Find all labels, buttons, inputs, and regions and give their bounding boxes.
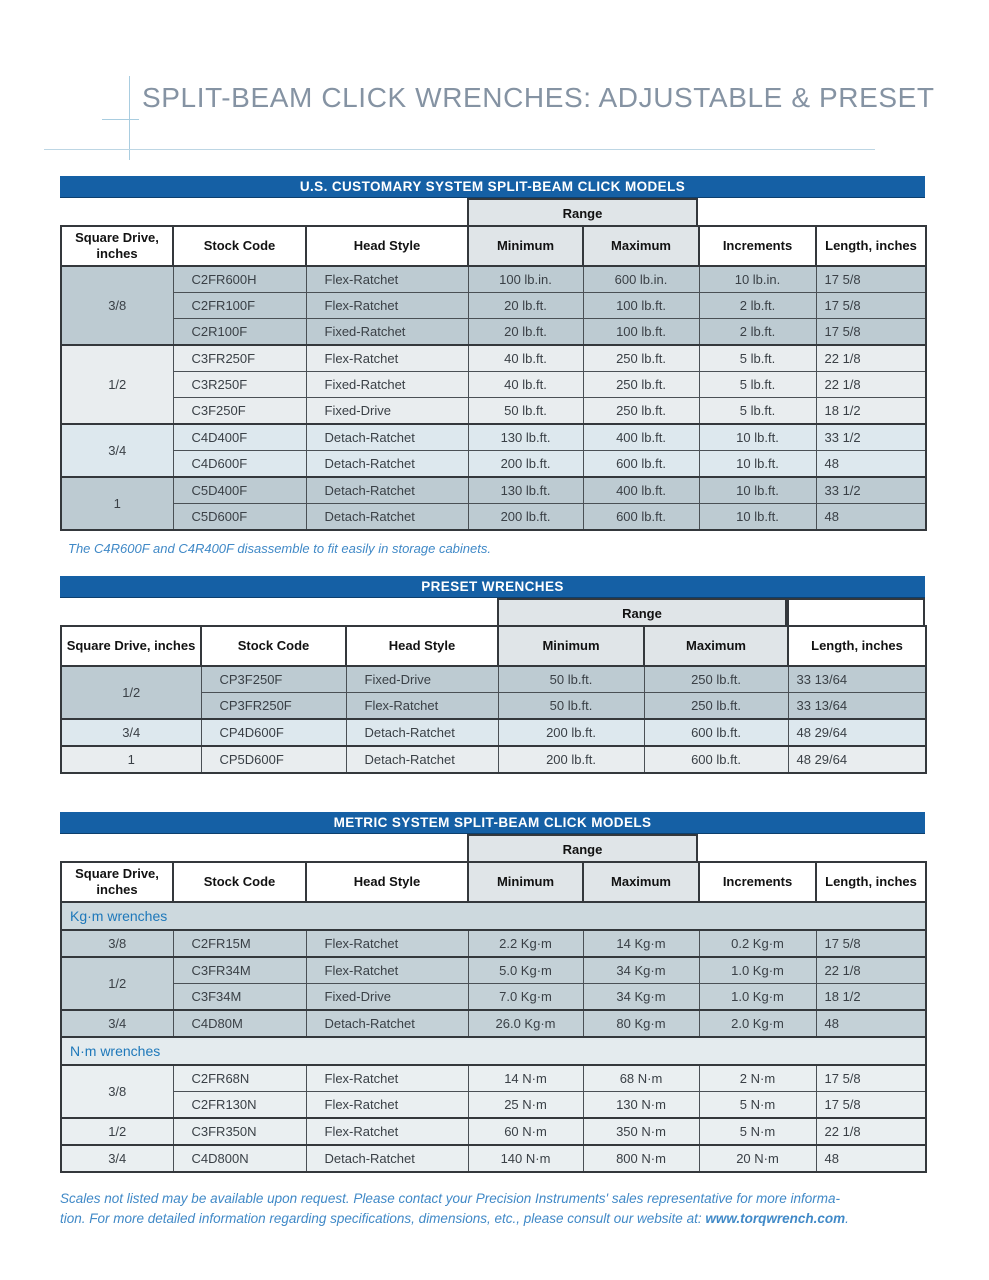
table-cell: C2FR130N [173, 1092, 306, 1119]
table-cell: 33 13/64 [788, 693, 926, 720]
crosshair-vertical-line [129, 76, 130, 160]
table-cell: 1.0 Kg·m [699, 957, 816, 984]
table-row [61, 477, 926, 504]
range-header-cell: Range [467, 834, 698, 861]
table-cell: 200 lb.ft. [468, 451, 583, 478]
table-cell: 48 [816, 504, 926, 531]
table-cell: 10 lb.ft. [699, 477, 816, 504]
table-cell: 17 5/8 [816, 293, 926, 319]
preset-table [60, 625, 927, 774]
table-cell: Detach-Ratchet [306, 424, 468, 451]
column-header: Stock Code [201, 626, 346, 666]
header-row [61, 862, 926, 902]
table-row [61, 1145, 926, 1172]
column-header: Length, inches [816, 862, 926, 902]
table-cell: C3F250F [173, 398, 306, 425]
table-cell: 5 lb.ft. [699, 372, 816, 398]
table-cell: 600 lb.in. [583, 266, 699, 293]
footer-note [60, 1189, 925, 1230]
table-cell: 2 lb.ft. [699, 293, 816, 319]
table-cell: C2R100F [173, 319, 306, 346]
table-cell: 400 lb.ft. [583, 424, 699, 451]
column-header: Square Drive, inches [61, 626, 201, 666]
table-cell: 22 1/8 [816, 372, 926, 398]
footer-line-2-suffix: . [845, 1211, 849, 1227]
table-cell: 14 N·m [468, 1065, 583, 1092]
table-cell: Detach-Ratchet [346, 719, 498, 746]
header-rule [44, 149, 875, 150]
table-cell: Flex-Ratchet [306, 345, 468, 372]
table-cell: 250 lb.ft. [583, 345, 699, 372]
table-cell: 17 5/8 [816, 266, 926, 293]
table-cell: Detach-Ratchet [306, 451, 468, 478]
table-cell: C3FR350N [173, 1118, 306, 1145]
table-row [61, 398, 926, 425]
table-cell: C5D600F [173, 504, 306, 531]
range-strip [60, 198, 925, 225]
table-row [61, 345, 926, 372]
table-cell: 2.2 Kg·m [468, 930, 583, 957]
square-drive-cell: 3/4 [61, 1145, 173, 1172]
table-cell: 200 lb.ft. [498, 719, 644, 746]
table-cell: 48 [816, 1010, 926, 1037]
table-cell: Flex-Ratchet [306, 266, 468, 293]
table-cell: 17 5/8 [816, 1065, 926, 1092]
table-cell: Flex-Ratchet [306, 957, 468, 984]
table-cell: 22 1/8 [816, 1118, 926, 1145]
table-cell: 10 lb.ft. [699, 424, 816, 451]
table-cell: 20 N·m [699, 1145, 816, 1172]
metric-table [60, 861, 927, 1173]
table-row [61, 504, 926, 531]
table-cell: 80 Kg·m [583, 1010, 699, 1037]
us-customary-table-block [60, 176, 925, 556]
table-cell: 600 lb.ft. [583, 451, 699, 478]
table-row [61, 1118, 926, 1145]
table-cell: Flex-Ratchet [306, 1118, 468, 1145]
table-cell: C2FR600H [173, 266, 306, 293]
table-cell: 250 lb.ft. [583, 398, 699, 425]
table-cell: C4D400F [173, 424, 306, 451]
table-cell: 600 lb.ft. [644, 719, 788, 746]
table-cell: Detach-Ratchet [306, 504, 468, 531]
table-cell: Fixed-Ratchet [306, 319, 468, 346]
range-strip-spacer [60, 198, 467, 225]
table-body [61, 666, 926, 773]
table-cell: C2FR15M [173, 930, 306, 957]
range-strip-spacer [60, 598, 497, 625]
column-header: Head Style [306, 226, 468, 266]
table-cell: 33 1/2 [816, 477, 926, 504]
table-cell: 40 lb.ft. [468, 372, 583, 398]
square-drive-cell: 1/2 [61, 666, 201, 719]
square-drive-cell: 3/8 [61, 266, 173, 345]
table-cell: C4D600F [173, 451, 306, 478]
table-cell: 250 lb.ft. [583, 372, 699, 398]
table-cell: 600 lb.ft. [644, 746, 788, 773]
section-header-row [61, 902, 926, 930]
column-header: Increments [699, 226, 816, 266]
section-label: N·m wrenches [61, 1037, 926, 1065]
table-cell: Fixed-Drive [306, 984, 468, 1011]
table-row [61, 451, 926, 478]
column-header: Length, inches [816, 226, 926, 266]
table-cell: C3F34M [173, 984, 306, 1011]
preset-table-block [60, 576, 925, 774]
table-row [61, 266, 926, 293]
column-header: Stock Code [173, 226, 306, 266]
table-cell: CP5D600F [201, 746, 346, 773]
column-header: Length, inches [788, 626, 926, 666]
table-row [61, 293, 926, 319]
table-cell: 5 N·m [699, 1118, 816, 1145]
table-cell: C4D80M [173, 1010, 306, 1037]
table-cell: 50 lb.ft. [498, 693, 644, 720]
table-cell: Flex-Ratchet [306, 930, 468, 957]
table-cell: Flex-Ratchet [306, 293, 468, 319]
column-header: Head Style [306, 862, 468, 902]
range-strip [60, 598, 925, 625]
footer-line-1: Scales not listed may be available upon request. Please contact your Precision Instruments' sales representative for more informa- [60, 1191, 840, 1206]
range-empty-cell [787, 598, 925, 625]
range-strip-spacer [60, 834, 467, 861]
square-drive-cell: 1 [61, 477, 173, 530]
table-cell: 250 lb.ft. [644, 666, 788, 693]
table-cell: Fixed-Ratchet [306, 372, 468, 398]
square-drive-cell: 3/4 [61, 424, 173, 477]
table-cell: CP4D600F [201, 719, 346, 746]
square-drive-cell: 1/2 [61, 1118, 173, 1145]
table-cell: C3FR250F [173, 345, 306, 372]
section-label: Kg·m wrenches [61, 902, 926, 930]
page-title: SPLIT-BEAM CLICK WRENCHES: ADJUSTABLE & PRESET [142, 82, 935, 113]
table-cell: CP3F250F [201, 666, 346, 693]
table-row [61, 1010, 926, 1037]
table-row [61, 666, 926, 693]
table-cell: 10 lb.ft. [699, 451, 816, 478]
table-cell: 130 lb.ft. [468, 424, 583, 451]
table-cell: 130 N·m [583, 1092, 699, 1119]
table-cell: 68 N·m [583, 1065, 699, 1092]
range-header-cell: Range [467, 198, 698, 225]
table-footnote: The C4R600F and C4R400F disassemble to fit easily in storage cabinets. [68, 541, 491, 556]
table-cell: 50 lb.ft. [498, 666, 644, 693]
table-cell: 22 1/8 [816, 345, 926, 372]
table-cell: C3FR34M [173, 957, 306, 984]
table-cell: Flex-Ratchet [346, 693, 498, 720]
table-cell: 17 5/8 [816, 1092, 926, 1119]
range-header-cell: Range [497, 598, 787, 625]
table-cell: 5 N·m [699, 1092, 816, 1119]
table-cell: 33 1/2 [816, 424, 926, 451]
table-cell: 40 lb.ft. [468, 345, 583, 372]
square-drive-cell: 1 [61, 746, 201, 773]
column-header: Stock Code [173, 862, 306, 902]
column-header: Minimum [468, 862, 583, 902]
table-cell: C5D400F [173, 477, 306, 504]
table-cell: 100 lb.ft. [583, 319, 699, 346]
column-header: Maximum [644, 626, 788, 666]
table-cell: Fixed-Drive [306, 398, 468, 425]
column-header: Head Style [346, 626, 498, 666]
column-header: Minimum [498, 626, 644, 666]
table-row [61, 372, 926, 398]
square-drive-cell: 3/4 [61, 1010, 173, 1037]
metric-table-block [60, 812, 925, 1173]
table-body [61, 902, 926, 1172]
table-cell: 22 1/8 [816, 957, 926, 984]
section-header-row [61, 1037, 926, 1065]
website-url: www.torqwrench.com [705, 1211, 846, 1227]
table-cell: 2.0 Kg·m [699, 1010, 816, 1037]
table-title-bar: PRESET WRENCHES [60, 576, 925, 598]
table-cell: C2FR100F [173, 293, 306, 319]
table-cell: Detach-Ratchet [306, 1010, 468, 1037]
table-head [61, 626, 926, 666]
table-cell: 26.0 Kg·m [468, 1010, 583, 1037]
table-cell: 1.0 Kg·m [699, 984, 816, 1011]
table-cell: Flex-Ratchet [306, 1065, 468, 1092]
table-title-bar: METRIC SYSTEM SPLIT-BEAM CLICK MODELS [60, 812, 925, 834]
table-cell: 5 lb.ft. [699, 345, 816, 372]
range-strip [60, 834, 925, 861]
table-cell: 48 [816, 451, 926, 478]
table-row [61, 746, 926, 773]
table-cell: 800 N·m [583, 1145, 699, 1172]
square-drive-cell: 1/2 [61, 957, 173, 1010]
table-cell: 5.0 Kg·m [468, 957, 583, 984]
table-cell: 600 lb.ft. [583, 504, 699, 531]
table-title-bar: U.S. CUSTOMARY SYSTEM SPLIT-BEAM CLICK MODELS [60, 176, 925, 198]
table-cell: 18 1/2 [816, 398, 926, 425]
table-cell: 20 lb.ft. [468, 293, 583, 319]
table-cell: 17 5/8 [816, 930, 926, 957]
column-header: Increments [699, 862, 816, 902]
table-body [61, 266, 926, 530]
table-cell: Detach-Ratchet [346, 746, 498, 773]
table-cell: 10 lb.in. [699, 266, 816, 293]
table-row [61, 930, 926, 957]
table-row [61, 957, 926, 984]
table-cell: 25 N·m [468, 1092, 583, 1119]
header-row [61, 226, 926, 266]
table-cell: 60 N·m [468, 1118, 583, 1145]
table-row [61, 984, 926, 1011]
table-cell: 18 1/2 [816, 984, 926, 1011]
table-cell: C2FR68N [173, 1065, 306, 1092]
table-cell: 48 29/64 [788, 746, 926, 773]
table-cell: CP3FR250F [201, 693, 346, 720]
column-header: Maximum [583, 226, 699, 266]
us-customary-table [60, 225, 927, 531]
table-cell: 200 lb.ft. [498, 746, 644, 773]
footer-line-2: tion. For more detailed information regarding specifications, dimensions, etc., please consult our website at: [60, 1211, 706, 1227]
column-header: Square Drive, inches [61, 862, 173, 902]
table-cell: C4D800N [173, 1145, 306, 1172]
square-drive-cell: 3/4 [61, 719, 201, 746]
table-cell: 350 N·m [583, 1118, 699, 1145]
table-row [61, 1065, 926, 1092]
table-cell: 0.2 Kg·m [699, 930, 816, 957]
table-cell: 33 13/64 [788, 666, 926, 693]
table-row [61, 719, 926, 746]
table-cell: 2 N·m [699, 1065, 816, 1092]
table-cell: 10 lb.ft. [699, 504, 816, 531]
table-cell: Detach-Ratchet [306, 477, 468, 504]
table-cell: 48 [816, 1145, 926, 1172]
table-cell: 100 lb.in. [468, 266, 583, 293]
table-cell: 250 lb.ft. [644, 693, 788, 720]
table-cell: 34 Kg·m [583, 957, 699, 984]
table-cell: Fixed-Drive [346, 666, 498, 693]
square-drive-cell: 3/8 [61, 930, 173, 957]
table-cell: 100 lb.ft. [583, 293, 699, 319]
table-cell: 7.0 Kg·m [468, 984, 583, 1011]
table-cell: Detach-Ratchet [306, 1145, 468, 1172]
square-drive-cell: 3/8 [61, 1065, 173, 1118]
table-head [61, 862, 926, 902]
table-row [61, 424, 926, 451]
column-header: Square Drive, inches [61, 226, 173, 266]
column-header: Maximum [583, 862, 699, 902]
column-header: Minimum [468, 226, 583, 266]
table-cell: 2 lb.ft. [699, 319, 816, 346]
table-cell: 17 5/8 [816, 319, 926, 346]
square-drive-cell: 1/2 [61, 345, 173, 424]
table-cell: 130 lb.ft. [468, 477, 583, 504]
crosshair-horizontal-tick [102, 119, 139, 120]
table-cell: 34 Kg·m [583, 984, 699, 1011]
table-cell: 50 lb.ft. [468, 398, 583, 425]
table-cell: Flex-Ratchet [306, 1092, 468, 1119]
table-row [61, 319, 926, 346]
table-cell: 5 lb.ft. [699, 398, 816, 425]
table-cell: 14 Kg·m [583, 930, 699, 957]
table-head [61, 226, 926, 266]
content-area [60, 176, 925, 1230]
table-cell: 48 29/64 [788, 719, 926, 746]
table-row [61, 1092, 926, 1119]
table-cell: 200 lb.ft. [468, 504, 583, 531]
header-row [61, 626, 926, 666]
table-cell: 400 lb.ft. [583, 477, 699, 504]
table-cell: C3R250F [173, 372, 306, 398]
table-cell: 140 N·m [468, 1145, 583, 1172]
table-cell: 20 lb.ft. [468, 319, 583, 346]
